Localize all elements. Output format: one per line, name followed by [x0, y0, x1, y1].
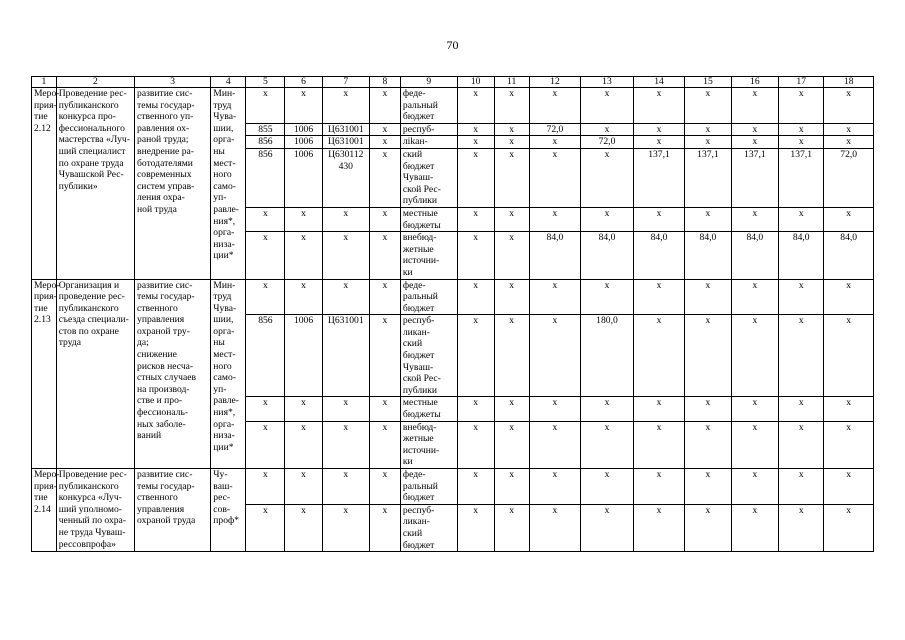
measure-name-cell: Проведение рес- публиканского конкурса про- фессионального мастерства «Луч- ший специалист по охране труда Чувашской Рес- публики»	[56, 88, 134, 280]
column-header: 12	[529, 77, 581, 88]
value-cell: х	[633, 469, 685, 505]
code-cell: х	[246, 279, 285, 315]
value-cell: х	[824, 88, 874, 124]
value-cell: х	[529, 421, 581, 468]
value-cell: х	[581, 421, 634, 468]
value-cell: х	[779, 123, 824, 136]
value-cell: х	[685, 397, 731, 421]
value-cell: 137,1	[779, 148, 824, 207]
value-cell: х	[779, 207, 824, 231]
value-cell: х	[529, 469, 581, 505]
column-header: 11	[494, 77, 529, 88]
value-cell: х	[633, 504, 685, 551]
code-cell: х	[369, 136, 400, 149]
code-cell: х	[322, 504, 369, 551]
column-header: 14	[633, 77, 685, 88]
measure-name-cell: Проведение рес- публиканского конкурса «Луч- ший уполномо- ченный по охра- не труда Чуваш- рессовпрофа»	[56, 469, 134, 552]
measure-cell: Меро- прия- тие 2.14	[32, 469, 57, 552]
table-header	[32, 77, 874, 88]
value-cell: 84,0	[685, 232, 731, 279]
code-cell: х	[285, 397, 322, 421]
value-cell: х	[824, 421, 874, 468]
executor-cell: Мин- труд Чува- шии, орга- ны мест- ного само- уп- равле- ния*, орга- низа- ции*	[211, 279, 246, 469]
measure-cell: Меро- прия- тие 2.12	[32, 88, 57, 280]
code-cell: х	[369, 148, 400, 207]
value-cell: 84,0	[731, 232, 778, 279]
value-cell: х	[457, 123, 494, 136]
value-cell: х	[779, 315, 824, 397]
goal-cell: развитие сис- темы государ- ственного управления охраной тру- да; снижение рисков несча- стных случаев на производ- стве и про- фессиональ- ных заболе- ваний	[135, 279, 211, 469]
code-cell: х	[285, 232, 322, 279]
code-cell: х	[246, 207, 285, 231]
value-cell: 137,1	[633, 148, 685, 207]
code-cell: х	[369, 279, 400, 315]
funding-source-cell: феде- ральный бюджет	[400, 88, 457, 124]
value-cell: х	[731, 469, 778, 505]
code-cell: х	[285, 279, 322, 315]
code-cell: х	[369, 397, 400, 421]
value-cell: х	[779, 88, 824, 124]
value-cell: 84,0	[581, 232, 634, 279]
value-cell: х	[779, 421, 824, 468]
code-cell: х	[369, 232, 400, 279]
value-cell: х	[779, 136, 824, 149]
value-cell: х	[731, 88, 778, 124]
code-cell: х	[246, 421, 285, 468]
column-header: 5	[246, 77, 285, 88]
value-cell: х	[494, 207, 529, 231]
code-cell: х	[246, 232, 285, 279]
column-header: 4	[211, 77, 246, 88]
funding-source-cell: внебюд- жетные источни- ки	[400, 232, 457, 279]
value-cell: х	[457, 88, 494, 124]
code-cell: х	[322, 88, 369, 124]
value-cell: 84,0	[633, 232, 685, 279]
table-row	[32, 469, 874, 505]
value-cell: х	[779, 469, 824, 505]
value-cell: х	[529, 207, 581, 231]
funding-source-cell: местные бюджеты	[400, 397, 457, 421]
code-cell: х	[322, 207, 369, 231]
value-cell: х	[529, 315, 581, 397]
goal-cell: развитие сис- темы государ- ственного уп- равления ох- раной труда; внедрение ра- ботодателями современных систем управ- ления охра- ной труда	[135, 88, 211, 280]
value-cell: х	[457, 469, 494, 505]
table-row	[32, 88, 874, 124]
column-header: 18	[824, 77, 874, 88]
code-cell: х	[285, 469, 322, 505]
funding-source-cell: респуб- ликан- ский бюджет	[400, 504, 457, 551]
value-cell: х	[633, 136, 685, 149]
value-cell: х	[731, 279, 778, 315]
funding-source-cell: респуб- ликан- ский бюджет Чуваш- ской Рес- публики	[400, 315, 457, 397]
value-cell: х	[494, 504, 529, 551]
code-cell: х	[369, 421, 400, 468]
table-body	[32, 88, 874, 552]
value-cell: х	[494, 279, 529, 315]
value-cell: 84,0	[824, 232, 874, 279]
column-header: 13	[581, 77, 634, 88]
code-cell: х	[369, 123, 400, 136]
value-cell: х	[685, 504, 731, 551]
value-cell: х	[581, 279, 634, 315]
value-cell: х	[494, 123, 529, 136]
value-cell: х	[779, 279, 824, 315]
code-cell: 1006	[285, 315, 322, 397]
value-cell: х	[685, 207, 731, 231]
value-cell: 72,0	[581, 136, 634, 149]
code-cell: х	[322, 469, 369, 505]
goal-cell: развитие сис- темы государ- ственного управления охраной труда	[135, 469, 211, 552]
value-cell: х	[731, 504, 778, 551]
value-cell: х	[581, 88, 634, 124]
value-cell: х	[685, 469, 731, 505]
code-cell: 1006	[285, 148, 322, 207]
value-cell: х	[494, 232, 529, 279]
value-cell: х	[494, 136, 529, 149]
column-header: 8	[369, 77, 400, 88]
column-header: 15	[685, 77, 731, 88]
code-cell: 855	[246, 123, 285, 136]
value-cell: х	[494, 88, 529, 124]
code-cell: х	[246, 469, 285, 505]
funding-source-cell: лikан-	[400, 136, 457, 149]
value-cell: 84,0	[529, 232, 581, 279]
code-cell: 856	[246, 136, 285, 149]
code-cell: х	[369, 469, 400, 505]
value-cell: х	[633, 279, 685, 315]
value-cell: х	[731, 207, 778, 231]
code-cell: х	[369, 88, 400, 124]
code-cell: х	[285, 421, 322, 468]
value-cell: х	[824, 136, 874, 149]
funding-source-cell: феде- ральный бюджет	[400, 279, 457, 315]
value-cell: х	[529, 504, 581, 551]
value-cell: х	[731, 397, 778, 421]
value-cell: х	[633, 397, 685, 421]
value-cell: 84,0	[779, 232, 824, 279]
value-cell: х	[824, 279, 874, 315]
value-cell: х	[581, 504, 634, 551]
value-cell: х	[529, 279, 581, 315]
code-cell: 856	[246, 315, 285, 397]
column-header: 9	[400, 77, 457, 88]
value-cell: х	[633, 207, 685, 231]
code-cell: х	[246, 397, 285, 421]
executor-cell: Мин- труд Чува- шии, орга- ны мест- ного само- уп- равле- ния*, орга- низа- ции*	[211, 88, 246, 280]
value-cell: х	[633, 315, 685, 397]
page-number: 70	[446, 38, 459, 52]
value-cell: х	[581, 397, 634, 421]
column-header: 10	[457, 77, 494, 88]
value-cell: х	[731, 123, 778, 136]
code-cell: Ц631001	[322, 136, 369, 149]
value-cell: х	[529, 397, 581, 421]
value-cell: х	[731, 315, 778, 397]
value-cell: х	[685, 88, 731, 124]
value-cell: х	[457, 421, 494, 468]
code-cell: х	[246, 504, 285, 551]
column-header: 7	[322, 77, 369, 88]
code-cell: х	[322, 232, 369, 279]
value-cell: х	[494, 315, 529, 397]
value-cell: х	[685, 315, 731, 397]
value-cell: х	[824, 504, 874, 551]
value-cell: 137,1	[685, 148, 731, 207]
value-cell: х	[457, 148, 494, 207]
value-cell: х	[457, 279, 494, 315]
measure-name-cell: Организация и проведение рес- публиканского съезда специали- стов по охране труда	[56, 279, 134, 469]
value-cell: х	[685, 136, 731, 149]
funding-source-cell: феде- ральный бюджет	[400, 469, 457, 505]
table-row	[32, 279, 874, 315]
funding-source-cell: респуб-	[400, 123, 457, 136]
code-cell: х	[246, 88, 285, 124]
value-cell: х	[731, 421, 778, 468]
value-cell: х	[457, 397, 494, 421]
value-cell: х	[824, 207, 874, 231]
code-cell: х	[285, 504, 322, 551]
value-cell: х	[633, 421, 685, 468]
value-cell: х	[779, 504, 824, 551]
value-cell: х	[685, 279, 731, 315]
value-cell: х	[685, 123, 731, 136]
code-cell: х	[285, 207, 322, 231]
value-cell: х	[457, 315, 494, 397]
code-cell: 1006	[285, 123, 322, 136]
budget-table	[31, 76, 874, 552]
value-cell: х	[457, 207, 494, 231]
code-cell: х	[369, 207, 400, 231]
value-cell: х	[824, 397, 874, 421]
code-cell: х	[322, 421, 369, 468]
value-cell: х	[457, 136, 494, 149]
funding-source-cell: ский бюджет Чуваш- ской Рес- публики	[400, 148, 457, 207]
value-cell: х	[529, 88, 581, 124]
value-cell: х	[581, 469, 634, 505]
value-cell: х	[633, 88, 685, 124]
value-cell: х	[457, 232, 494, 279]
value-cell: 72,0	[529, 123, 581, 136]
value-cell: 72,0	[824, 148, 874, 207]
column-header: 3	[135, 77, 211, 88]
code-cell: х	[285, 88, 322, 124]
value-cell: х	[581, 123, 634, 136]
value-cell: х	[494, 421, 529, 468]
value-cell: х	[494, 469, 529, 505]
code-cell: 1006	[285, 136, 322, 149]
value-cell: х	[633, 123, 685, 136]
value-cell: х	[581, 207, 634, 231]
value-cell: х	[457, 504, 494, 551]
code-cell: 856	[246, 148, 285, 207]
value-cell: х	[779, 397, 824, 421]
funding-source-cell: внебюд- жетные источни- ки	[400, 421, 457, 468]
value-cell: х	[824, 123, 874, 136]
value-cell: х	[581, 148, 634, 207]
column-header: 1	[32, 77, 57, 88]
executor-cell: Чу- ваш- рес- сов- проф*	[211, 469, 246, 552]
code-cell: х	[322, 279, 369, 315]
column-header: 6	[285, 77, 322, 88]
value-cell: х	[529, 148, 581, 207]
measure-cell: Меро- прия- тие 2.13	[32, 279, 57, 469]
code-cell: Ц631001	[322, 123, 369, 136]
value-cell: х	[824, 469, 874, 505]
code-cell: Ц630112 430	[322, 148, 369, 207]
code-cell: х	[322, 397, 369, 421]
column-header: 2	[56, 77, 134, 88]
column-header: 17	[779, 77, 824, 88]
code-cell: х	[369, 315, 400, 397]
value-cell: х	[731, 136, 778, 149]
funding-source-cell: местные бюджеты	[400, 207, 457, 231]
value-cell: х	[529, 136, 581, 149]
code-cell: Ц631001	[322, 315, 369, 397]
value-cell: 180,0	[581, 315, 634, 397]
code-cell: х	[369, 504, 400, 551]
value-cell: х	[494, 148, 529, 207]
value-cell: х	[685, 421, 731, 468]
value-cell: х	[824, 315, 874, 397]
column-header: 16	[731, 77, 778, 88]
value-cell: 137,1	[731, 148, 778, 207]
value-cell: х	[494, 397, 529, 421]
